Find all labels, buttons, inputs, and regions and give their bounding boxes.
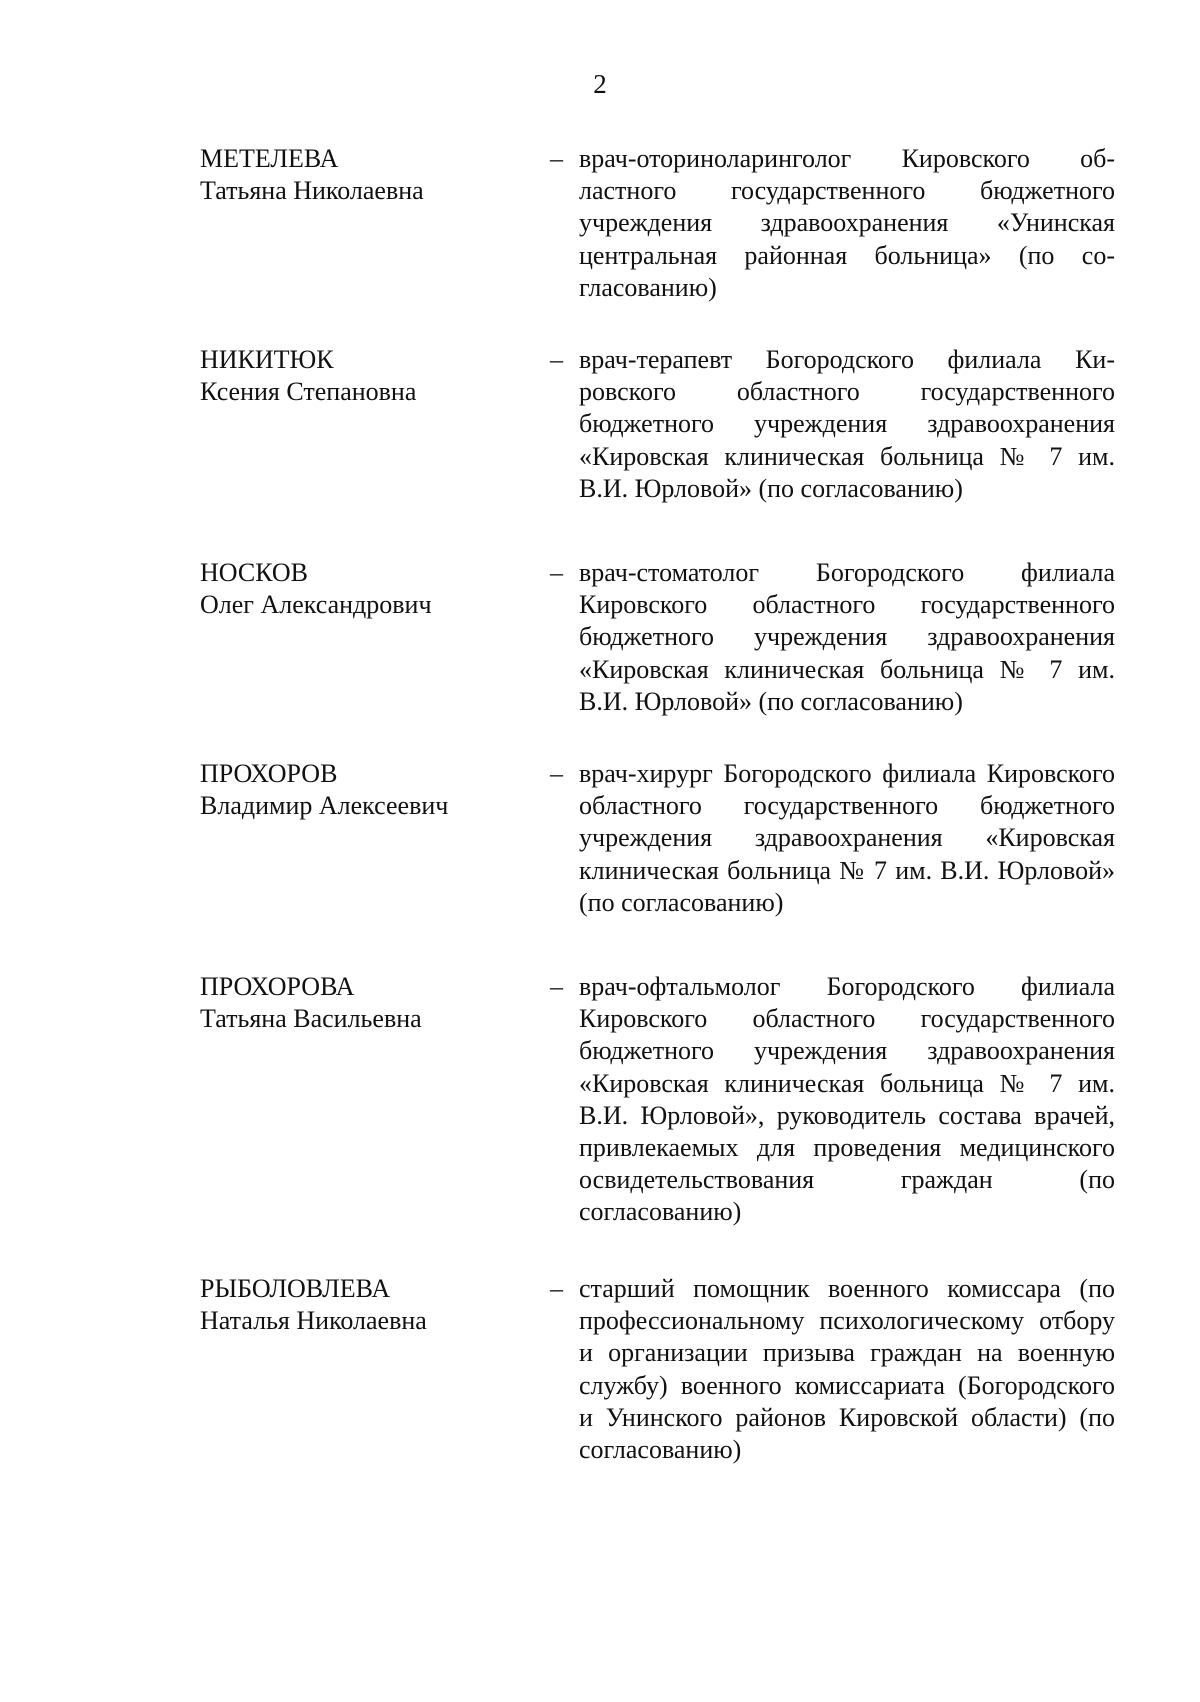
member-surname: ПРОХОРОВА: [200, 972, 355, 1001]
member-surname: МЕТЕЛЕВА: [200, 144, 339, 173]
member-role: врач-хирург Богородского филиала Кировского областного государственного бюджетного учреждения здравоохранения «Кировская клиническая больница № 7 им. В.И. Юрловой» (по согласованию): [579, 759, 1115, 917]
member-name: [200, 971, 520, 1035]
separator-dash: –: [550, 558, 563, 587]
separator-dash: –: [550, 345, 563, 374]
member-name: [200, 143, 520, 207]
member-surname: ПРОХОРОВ: [200, 759, 338, 788]
member-role: врач-офтальмолог Богородского филиала Кировского областного государственного бюджетного учреждения здравоохранения «Кировская клиническая больница № 7 им. В.И. Юрловой», руководитель состава врачей, привлекаемых для проведения медицинского освидетельствования граждан (по согласованию): [579, 972, 1115, 1227]
page-number: 2: [593, 69, 607, 99]
member-given-names: Олег Александрович: [200, 590, 432, 619]
member-surname: РЫБОЛОВЛЕВА: [200, 1274, 391, 1303]
member-given-names: Ксения Степановна: [200, 377, 417, 406]
separator-dash: –: [550, 759, 563, 788]
separator-dash: –: [550, 1274, 563, 1303]
member-given-names: Татьяна Николаевна: [200, 176, 424, 205]
member-role: врач-оториноларинголог Кировского областного государственного бюджетного учреждения здравоохранения «Унинская центральная районная больница» (по согласованию): [579, 144, 1115, 302]
member-surname: НИКИТЮК: [200, 345, 334, 374]
member-role: врач-стоматолог Богородского филиала Кировского областного государственного бюджетного учреждения здравоохранения «Кировская клиническая больница № 7 им. В.И. Юрловой» (по согласованию): [579, 558, 1115, 716]
member-name: [200, 758, 520, 822]
member-given-names: Татьяна Васильевна: [200, 1004, 422, 1033]
member-role: врач-терапевт Богородского филиала Кировского областного государственного бюджетного учреждения здравоохранения «Кировская клиническая больница № 7 им. В.И. Юрловой» (по согласованию): [579, 345, 1115, 503]
member-given-names: Владимир Алексеевич: [200, 791, 449, 820]
member-surname: НОСКОВ: [200, 558, 309, 587]
member-name: [200, 557, 520, 621]
member-name: [200, 1273, 520, 1337]
separator-dash: –: [550, 144, 563, 173]
member-given-names: Наталья Николаевна: [200, 1306, 427, 1335]
separator-dash: –: [550, 972, 563, 1001]
member-name: [200, 344, 520, 408]
member-role: старший помощник военного комиссара (по профессиональному психологическому отбору и организации призыва граждан на военную службу) военного комиссариата (Богородского и Унинского районов Кировской области) (по согласованию): [579, 1274, 1115, 1465]
